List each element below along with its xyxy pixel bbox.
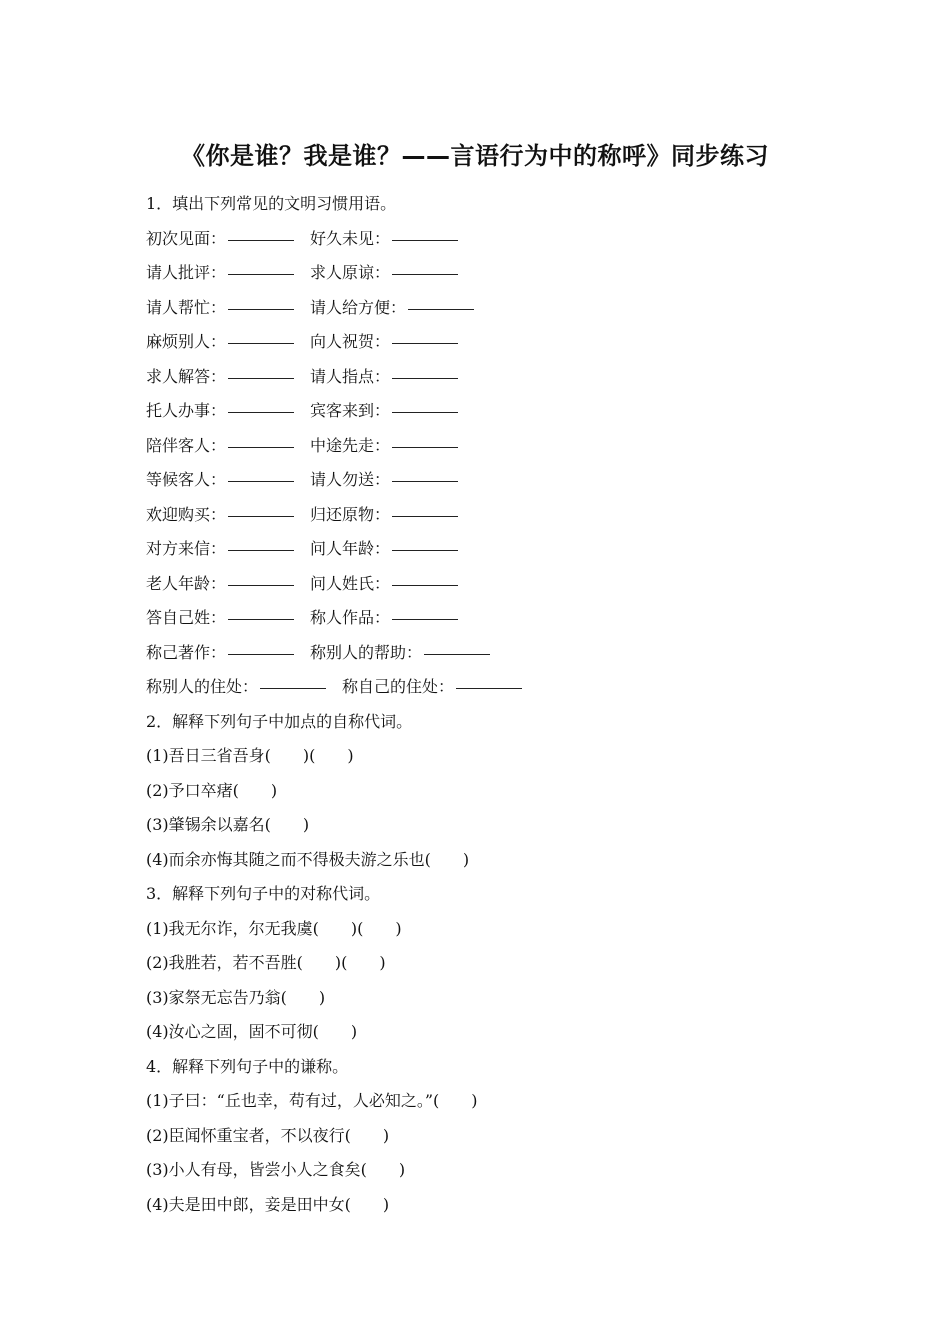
question-1-row	[146, 601, 866, 636]
fill-in-item	[310, 360, 458, 395]
answer-blank[interactable]	[228, 516, 294, 517]
question-4-list	[146, 1084, 866, 1222]
answer-blank[interactable]	[228, 654, 294, 655]
fill-in-item	[146, 567, 294, 602]
answer-blank[interactable]	[392, 412, 458, 413]
fill-in-item	[310, 463, 458, 498]
fill-in-prompt: 称自己的住处：	[342, 677, 455, 696]
fill-in-item	[310, 429, 458, 464]
answer-blank[interactable]	[228, 585, 294, 586]
question-3-heading: 3．解释下列句子中的对称代词。	[146, 884, 381, 903]
answer-blank[interactable]	[228, 240, 294, 241]
question-1-row	[146, 498, 866, 533]
question-2-list	[146, 739, 866, 877]
fill-in-item	[146, 360, 294, 395]
page-title: 《你是谁？我是谁？——言语行为中的称呼》同步练习	[181, 142, 769, 170]
fill-in-prompt: 称别人的住处：	[146, 677, 259, 696]
question-1-row	[146, 463, 866, 498]
answer-blank[interactable]	[228, 447, 294, 448]
fill-in-prompt: 宾客来到：	[310, 401, 391, 420]
answer-blank[interactable]	[228, 412, 294, 413]
fill-in-item	[310, 532, 458, 567]
question-4-item: (1)子曰：“丘也幸，苟有过，人必知之。”( )	[146, 1091, 478, 1110]
fill-in-item	[310, 498, 458, 533]
question-1-heading: 1．填出下列常见的文明习惯用语。	[146, 194, 397, 213]
fill-in-item	[146, 601, 294, 636]
fill-in-prompt: 老人年龄：	[146, 573, 227, 593]
answer-blank[interactable]	[260, 688, 326, 689]
question-3-item: (4)汝心之固，固不可彻( )	[146, 1022, 358, 1041]
fill-in-prompt: 请人帮忙：	[146, 297, 227, 317]
question-2-item: (2)予口卒瘏( )	[146, 780, 278, 800]
fill-in-prompt: 称人作品：	[310, 608, 391, 627]
question-4-heading: 4．解释下列句子中的谦称。	[146, 1056, 349, 1076]
fill-in-prompt: 对方来信：	[146, 539, 227, 558]
fill-in-item	[310, 636, 490, 671]
fill-in-item	[146, 325, 294, 360]
question-2-item: (3)肇锡余以嘉名( )	[146, 815, 310, 834]
answer-blank[interactable]	[392, 516, 458, 517]
fill-in-prompt: 初次见面：	[146, 228, 227, 248]
question-3-item: (1)我无尔诈，尔无我虞( )( )	[146, 918, 402, 938]
question-1-row	[146, 325, 866, 360]
fill-in-item	[146, 498, 294, 533]
fill-in-prompt: 陪伴客人：	[146, 435, 227, 455]
answer-blank[interactable]	[228, 343, 294, 344]
fill-in-item	[146, 636, 294, 671]
fill-in-item	[146, 670, 326, 705]
fill-in-prompt: 好久未见：	[310, 228, 391, 248]
fill-in-prompt: 问人姓氏：	[310, 573, 391, 593]
question-1-row	[146, 256, 866, 291]
answer-blank[interactable]	[392, 619, 458, 620]
question-1-row	[146, 360, 866, 395]
exercise-content	[146, 187, 866, 1222]
question-4-item: (3)小人有母，皆尝小人之食矣( )	[146, 1160, 406, 1179]
answer-blank[interactable]	[228, 378, 294, 379]
fill-in-item	[310, 394, 458, 429]
question-1-row	[146, 291, 866, 326]
fill-in-prompt: 请人给方便：	[310, 297, 407, 317]
question-1-row	[146, 532, 866, 567]
fill-in-prompt: 答自己姓：	[146, 608, 227, 627]
question-1-row	[146, 394, 866, 429]
answer-blank[interactable]	[392, 240, 458, 241]
question-3-list	[146, 912, 866, 1050]
answer-blank[interactable]	[392, 274, 458, 275]
fill-in-prompt: 向人祝贺：	[310, 332, 391, 351]
answer-blank[interactable]	[392, 585, 458, 586]
answer-blank[interactable]	[228, 550, 294, 551]
question-3-item: (3)家祭无忘告乃翁( )	[146, 987, 326, 1007]
answer-blank[interactable]	[392, 481, 458, 482]
answer-blank[interactable]	[228, 481, 294, 482]
fill-in-prompt: 称己著作：	[146, 642, 227, 662]
answer-blank[interactable]	[392, 550, 458, 551]
fill-in-prompt: 麻烦别人：	[146, 332, 227, 351]
fill-in-prompt: 请人批评：	[146, 263, 227, 282]
question-2-heading: 2．解释下列句子中加点的自称代词。	[146, 711, 413, 731]
fill-in-item	[342, 670, 522, 705]
question-2-item: (1)吾日三省吾身( )( )	[146, 746, 354, 765]
fill-in-item	[146, 256, 294, 291]
fill-in-prompt: 求人解答：	[146, 366, 227, 386]
fill-in-prompt: 请人勿送：	[310, 470, 391, 489]
fill-in-prompt: 问人年龄：	[310, 539, 391, 558]
question-4-item: (2)臣闻怀重宝者，不以夜行( )	[146, 1125, 390, 1145]
question-3-item: (2)我胜若，若不吾胜( )( )	[146, 953, 386, 972]
fill-in-item	[146, 291, 294, 326]
fill-in-prompt: 求人原谅：	[310, 263, 391, 282]
answer-blank[interactable]	[408, 309, 474, 310]
question-1-row	[146, 429, 866, 464]
answer-blank[interactable]	[392, 378, 458, 379]
fill-in-item	[146, 429, 294, 464]
question-2-item: (4)而余亦悔其随之而不得极夫游之乐也( )	[146, 849, 470, 869]
question-4-item: (4)夫是田中郎，妾是田中女( )	[146, 1194, 390, 1214]
fill-in-prompt: 欢迎购买：	[146, 504, 227, 524]
answer-blank[interactable]	[424, 654, 490, 655]
fill-in-item	[310, 291, 474, 326]
fill-in-prompt: 中途先走：	[310, 435, 391, 455]
fill-in-item	[310, 222, 458, 257]
answer-blank[interactable]	[456, 688, 522, 689]
fill-in-item	[146, 532, 294, 567]
answer-blank[interactable]	[228, 309, 294, 310]
question-1-row	[146, 222, 866, 257]
question-1-list	[146, 222, 866, 705]
fill-in-item	[310, 325, 458, 360]
fill-in-prompt: 归还原物：	[310, 504, 391, 524]
fill-in-item	[146, 222, 294, 257]
fill-in-item	[310, 567, 458, 602]
fill-in-item	[146, 394, 294, 429]
answer-blank[interactable]	[228, 274, 294, 275]
answer-blank[interactable]	[228, 619, 294, 620]
fill-in-prompt: 请人指点：	[310, 366, 391, 386]
question-1-row	[146, 636, 866, 671]
question-1-row	[146, 670, 866, 705]
fill-in-item	[310, 256, 458, 291]
fill-in-prompt: 托人办事：	[146, 401, 227, 420]
fill-in-prompt: 等候客人：	[146, 470, 227, 489]
fill-in-item	[310, 601, 458, 636]
answer-blank[interactable]	[392, 447, 458, 448]
fill-in-item	[146, 463, 294, 498]
answer-blank[interactable]	[392, 343, 458, 344]
question-1-row	[146, 567, 866, 602]
fill-in-prompt: 称别人的帮助：	[310, 642, 423, 662]
